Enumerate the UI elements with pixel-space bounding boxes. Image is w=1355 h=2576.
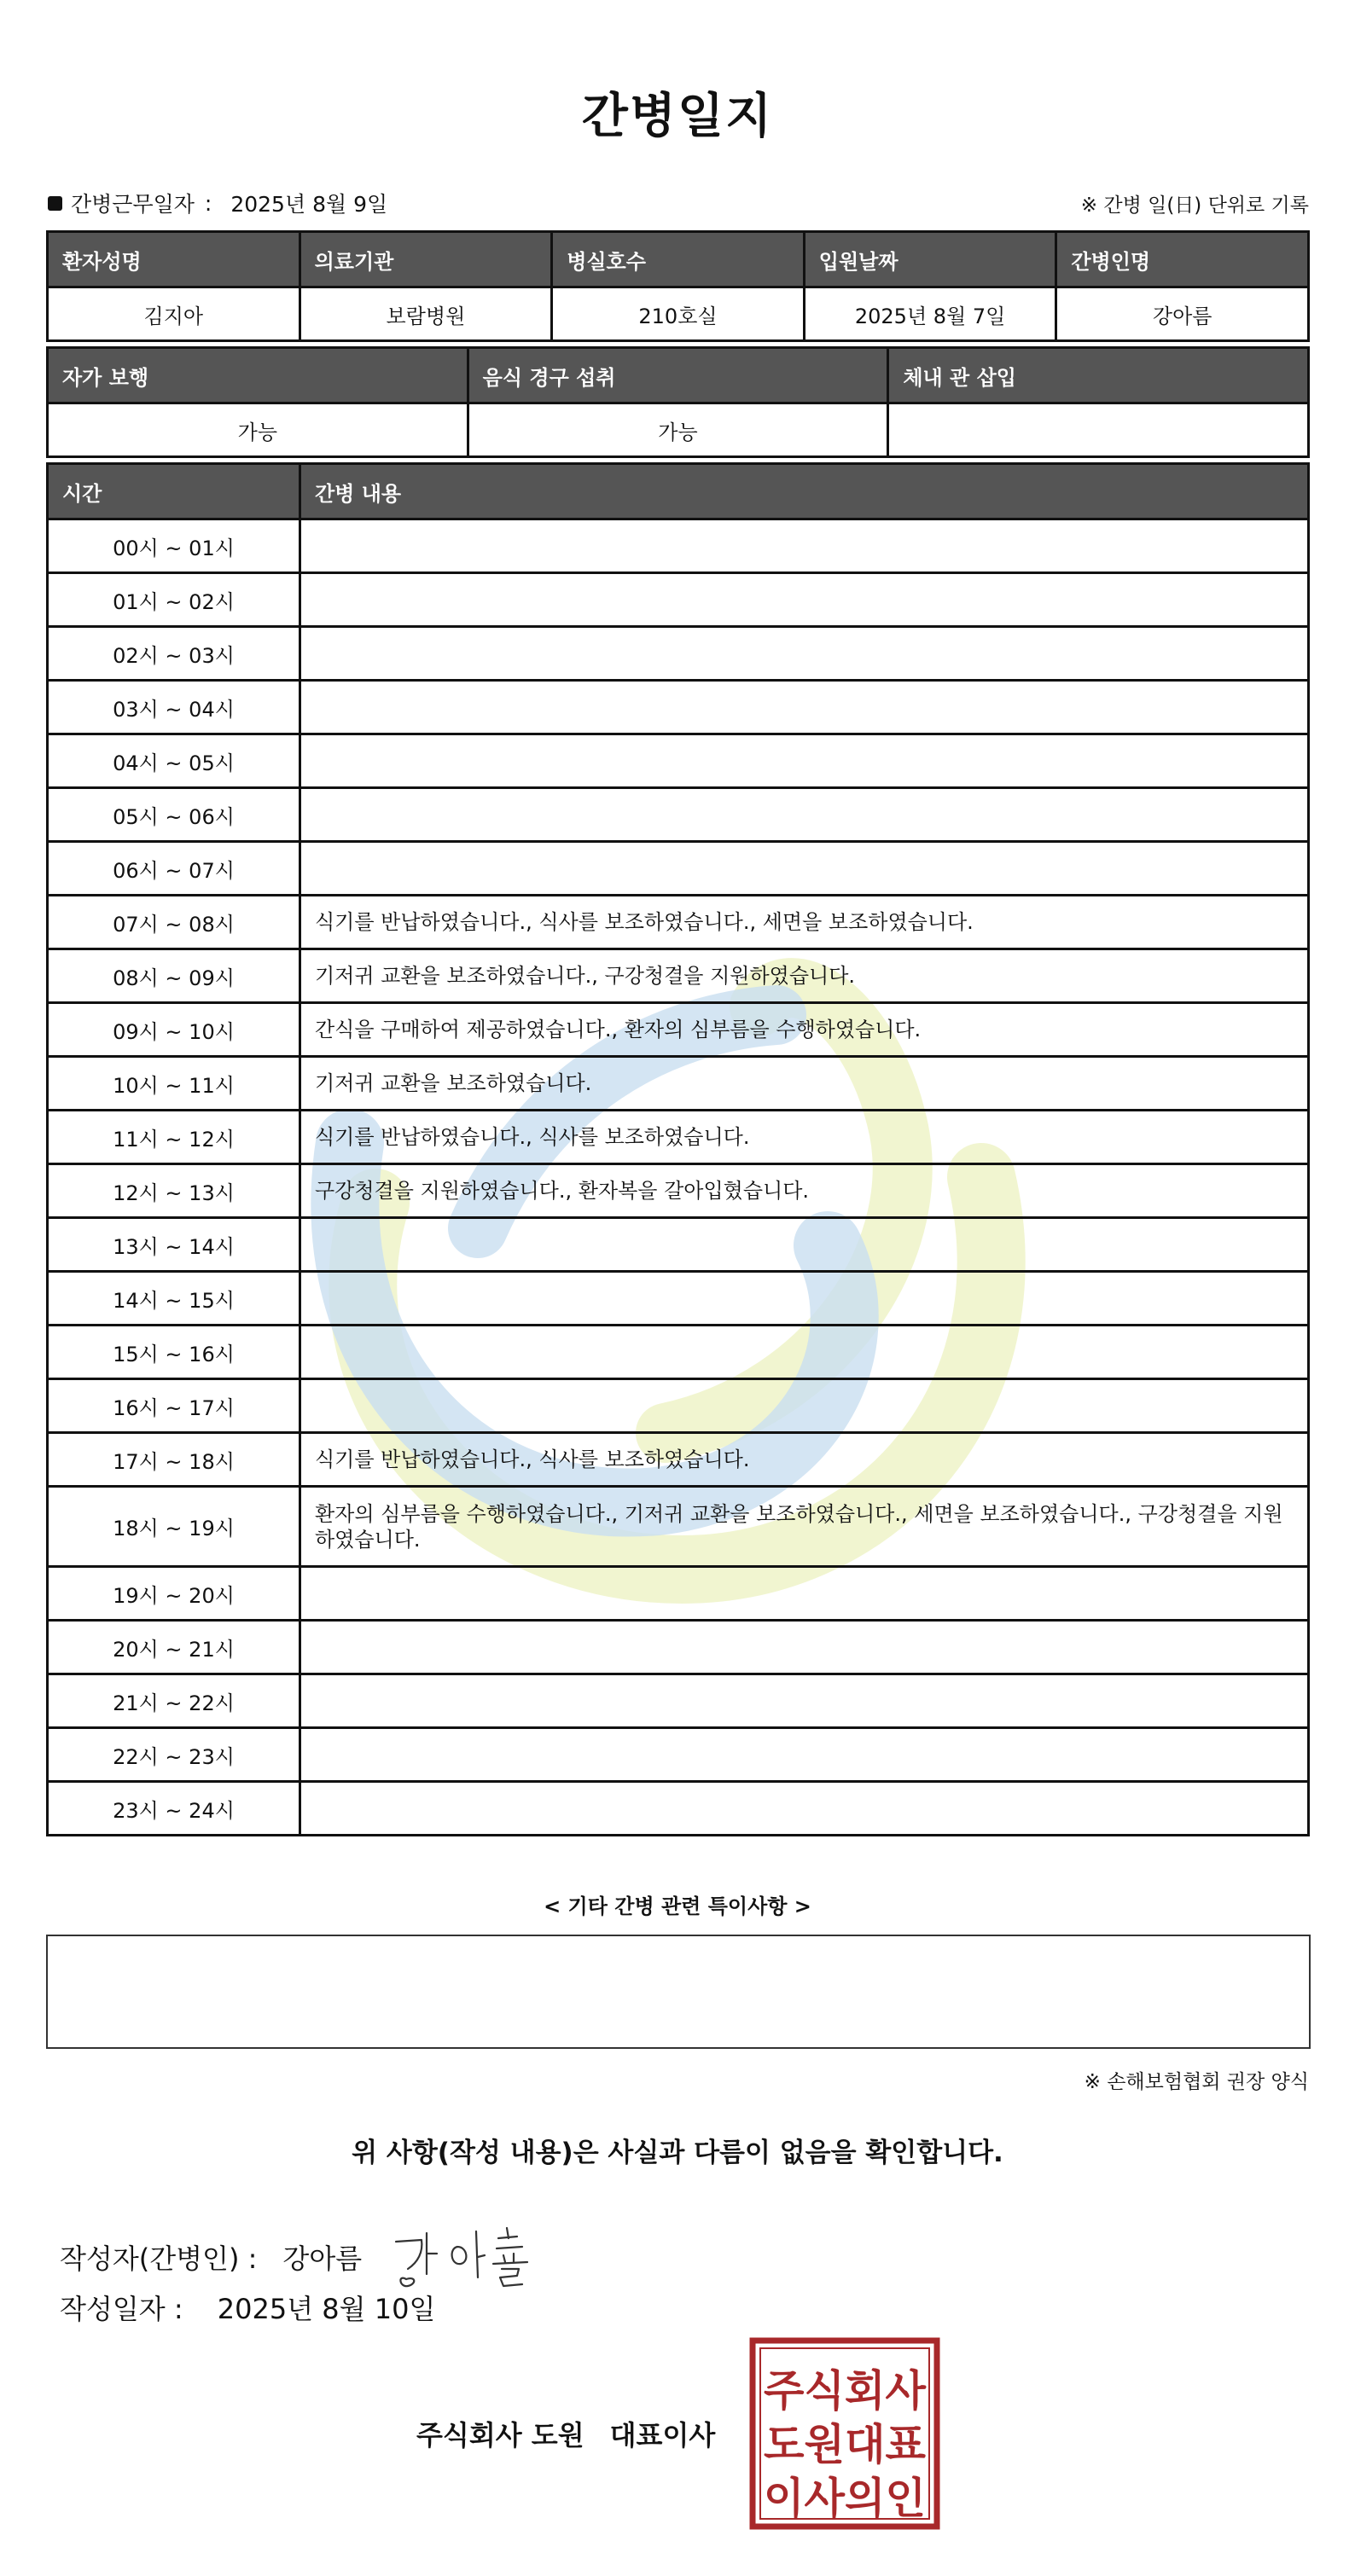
- table-row: [48, 1164, 1309, 1218]
- time-cell: 18시 ~ 19시: [48, 1487, 300, 1567]
- time-cell: 09시 ~ 10시: [48, 1003, 300, 1057]
- time-cell: 19시 ~ 20시: [48, 1567, 300, 1621]
- table-row: [48, 1567, 1309, 1621]
- patient-status-table: [46, 346, 1310, 458]
- association-form-note: ※ 손해보험협회 권장 양식: [1084, 2071, 1309, 2093]
- writer-line: [60, 2223, 551, 2291]
- remarks-title: < 기타 간병 관련 특이사항 >: [544, 1894, 811, 1918]
- table-row: [48, 1326, 1309, 1379]
- care-content-cell: [300, 1728, 1309, 1782]
- care-content-cell: 식기를 반납하였습니다., 식사를 보조하였습니다., 세면을 보조하였습니다.: [300, 896, 1309, 949]
- bullet-square-icon: [48, 196, 62, 211]
- work-date-line: [48, 188, 387, 218]
- svg-text:도원대표: 도원대표: [764, 2420, 927, 2469]
- time-cell: 03시 ~ 04시: [48, 681, 300, 734]
- time-cell: 12시 ~ 13시: [48, 1164, 300, 1218]
- care-content-cell: [300, 573, 1309, 627]
- value-medical-institution: 보람병원: [299, 287, 552, 341]
- time-cell: 04시 ~ 05시: [48, 734, 300, 788]
- table-row: [48, 519, 1309, 573]
- company-role: 대표이사: [609, 2419, 716, 2451]
- table-row: [48, 1621, 1309, 1674]
- care-content-cell: [300, 681, 1309, 734]
- care-content-cell: [300, 1782, 1309, 1836]
- value-self-walking: 가능: [48, 403, 468, 457]
- written-date-line: [60, 2288, 435, 2327]
- table-row: [48, 1003, 1309, 1057]
- table-row: [48, 1057, 1309, 1111]
- header-patient-name: 환자성명: [48, 232, 300, 287]
- table-row: [48, 627, 1309, 681]
- table-row: [48, 788, 1309, 842]
- time-cell: 22시 ~ 23시: [48, 1728, 300, 1782]
- patient-info-value-row: [48, 287, 1309, 341]
- company-name: 주식회사 도원: [416, 2419, 584, 2451]
- header-care-content: 간병 내용: [300, 464, 1309, 519]
- header-self-walking: 자가 보행: [48, 348, 468, 403]
- care-content-cell: [300, 1272, 1309, 1326]
- care-content-cell: [300, 734, 1309, 788]
- header-tube-insertion: 체내 관 삽입: [888, 348, 1309, 403]
- time-cell: 11시 ~ 12시: [48, 1111, 300, 1164]
- table-row: [48, 1218, 1309, 1272]
- table-row: [48, 1728, 1309, 1782]
- table-row: [48, 949, 1309, 1003]
- table-row: [48, 1433, 1309, 1487]
- table-row: [48, 1379, 1309, 1433]
- care-content-cell: [300, 1621, 1309, 1674]
- time-cell: 10시 ~ 11시: [48, 1057, 300, 1111]
- status-value-row: [48, 403, 1309, 457]
- time-cell: 06시 ~ 07시: [48, 842, 300, 896]
- time-cell: 20시 ~ 21시: [48, 1621, 300, 1674]
- header-admission-date: 입원날짜: [804, 232, 1056, 287]
- care-content-cell: [300, 519, 1309, 573]
- table-row: [48, 842, 1309, 896]
- table-row: [48, 573, 1309, 627]
- care-content-cell: [300, 627, 1309, 681]
- care-content-cell: 환자의 심부름을 수행하였습니다., 기저귀 교환을 보조하였습니다., 세면을 보조하였습니다., 구강청결을 지원하였습니다.: [300, 1487, 1309, 1567]
- care-content-cell: [300, 842, 1309, 896]
- time-cell: 00시 ~ 01시: [48, 519, 300, 573]
- table-row: [48, 1111, 1309, 1164]
- remarks-box: [46, 1935, 1311, 2049]
- care-content-cell: 식기를 반납하였습니다., 식사를 보조하였습니다.: [300, 1433, 1309, 1487]
- time-cell: 08시 ~ 09시: [48, 949, 300, 1003]
- care-content-cell: 기저귀 교환을 보조하였습니다.: [300, 1057, 1309, 1111]
- table-row: [48, 1674, 1309, 1728]
- company-line: [416, 2414, 715, 2453]
- svg-text:주식회사: 주식회사: [764, 2366, 927, 2416]
- svg-text:이사의인: 이사의인: [764, 2474, 926, 2523]
- value-caregiver-name: 강아름: [1056, 287, 1309, 341]
- written-date-label: 작성일자 :: [60, 2293, 183, 2325]
- time-cell: 02시 ~ 03시: [48, 627, 300, 681]
- time-cell: 01시 ~ 02시: [48, 573, 300, 627]
- header-time: 시간: [48, 464, 300, 519]
- daily-record-note: ※ 간병 일(日) 단위로 기록: [1080, 194, 1309, 217]
- care-content-cell: [300, 1674, 1309, 1728]
- status-header-row: [48, 348, 1309, 403]
- work-date-label: 간병근무일자: [71, 192, 195, 217]
- header-caregiver-name: 간병인명: [1056, 232, 1309, 287]
- care-content-cell: [300, 788, 1309, 842]
- table-row: [48, 1782, 1309, 1836]
- care-content-cell: 기저귀 교환을 보조하였습니다., 구강청결을 지원하였습니다.: [300, 949, 1309, 1003]
- table-row: [48, 1272, 1309, 1326]
- care-content-cell: 간식을 구매하여 제공하였습니다., 환자의 심부름을 수행하였습니다.: [300, 1003, 1309, 1057]
- patient-info-table: [46, 230, 1310, 342]
- time-cell: 23시 ~ 24시: [48, 1782, 300, 1836]
- table-row: [48, 1487, 1309, 1567]
- value-patient-name: 김지아: [48, 287, 300, 341]
- value-room-number: 210호실: [552, 287, 805, 341]
- header-room-number: 병실호수: [552, 232, 805, 287]
- confirmation-statement: 위 사항(작성 내용)은 사실과 다름이 없음을 확인합니다.: [352, 2138, 1003, 2168]
- work-date-value: 2025년 8월 9일: [230, 192, 388, 217]
- care-content-cell: [300, 1326, 1309, 1379]
- value-tube-insertion: [888, 403, 1309, 457]
- value-oral-intake: 가능: [468, 403, 888, 457]
- work-date-colon: :: [204, 190, 212, 216]
- care-log-header-row: [48, 464, 1309, 519]
- table-row: [48, 681, 1309, 734]
- care-content-cell: [300, 1218, 1309, 1272]
- patient-info-header-row: [48, 232, 1309, 287]
- handwritten-signature: [389, 2223, 551, 2291]
- care-content-cell: 식기를 반납하였습니다., 식사를 보조하였습니다.: [300, 1111, 1309, 1164]
- company-seal-stamp: [749, 2337, 940, 2530]
- care-log-table: [46, 462, 1310, 1836]
- writer-name: 강아름: [282, 2242, 363, 2275]
- time-cell: 14시 ~ 15시: [48, 1272, 300, 1326]
- time-cell: 21시 ~ 22시: [48, 1674, 300, 1728]
- time-cell: 16시 ~ 17시: [48, 1379, 300, 1433]
- table-row: [48, 896, 1309, 949]
- care-content-cell: [300, 1567, 1309, 1621]
- care-content-cell: 구강청결을 지원하였습니다., 환자복을 갈아입혔습니다.: [300, 1164, 1309, 1218]
- header-medical-institution: 의료기관: [299, 232, 552, 287]
- header-oral-intake: 음식 경구 섭취: [468, 348, 888, 403]
- writer-label: 작성자(간병인) :: [60, 2242, 258, 2275]
- time-cell: 15시 ~ 16시: [48, 1326, 300, 1379]
- document-title: 간병일지: [581, 89, 774, 144]
- time-cell: 13시 ~ 14시: [48, 1218, 300, 1272]
- written-date-value: 2025년 8월 10일: [217, 2293, 436, 2325]
- care-content-cell: [300, 1379, 1309, 1433]
- time-cell: 07시 ~ 08시: [48, 896, 300, 949]
- time-cell: 05시 ~ 06시: [48, 788, 300, 842]
- table-row: [48, 734, 1309, 788]
- time-cell: 17시 ~ 18시: [48, 1433, 300, 1487]
- value-admission-date: 2025년 8월 7일: [804, 287, 1056, 341]
